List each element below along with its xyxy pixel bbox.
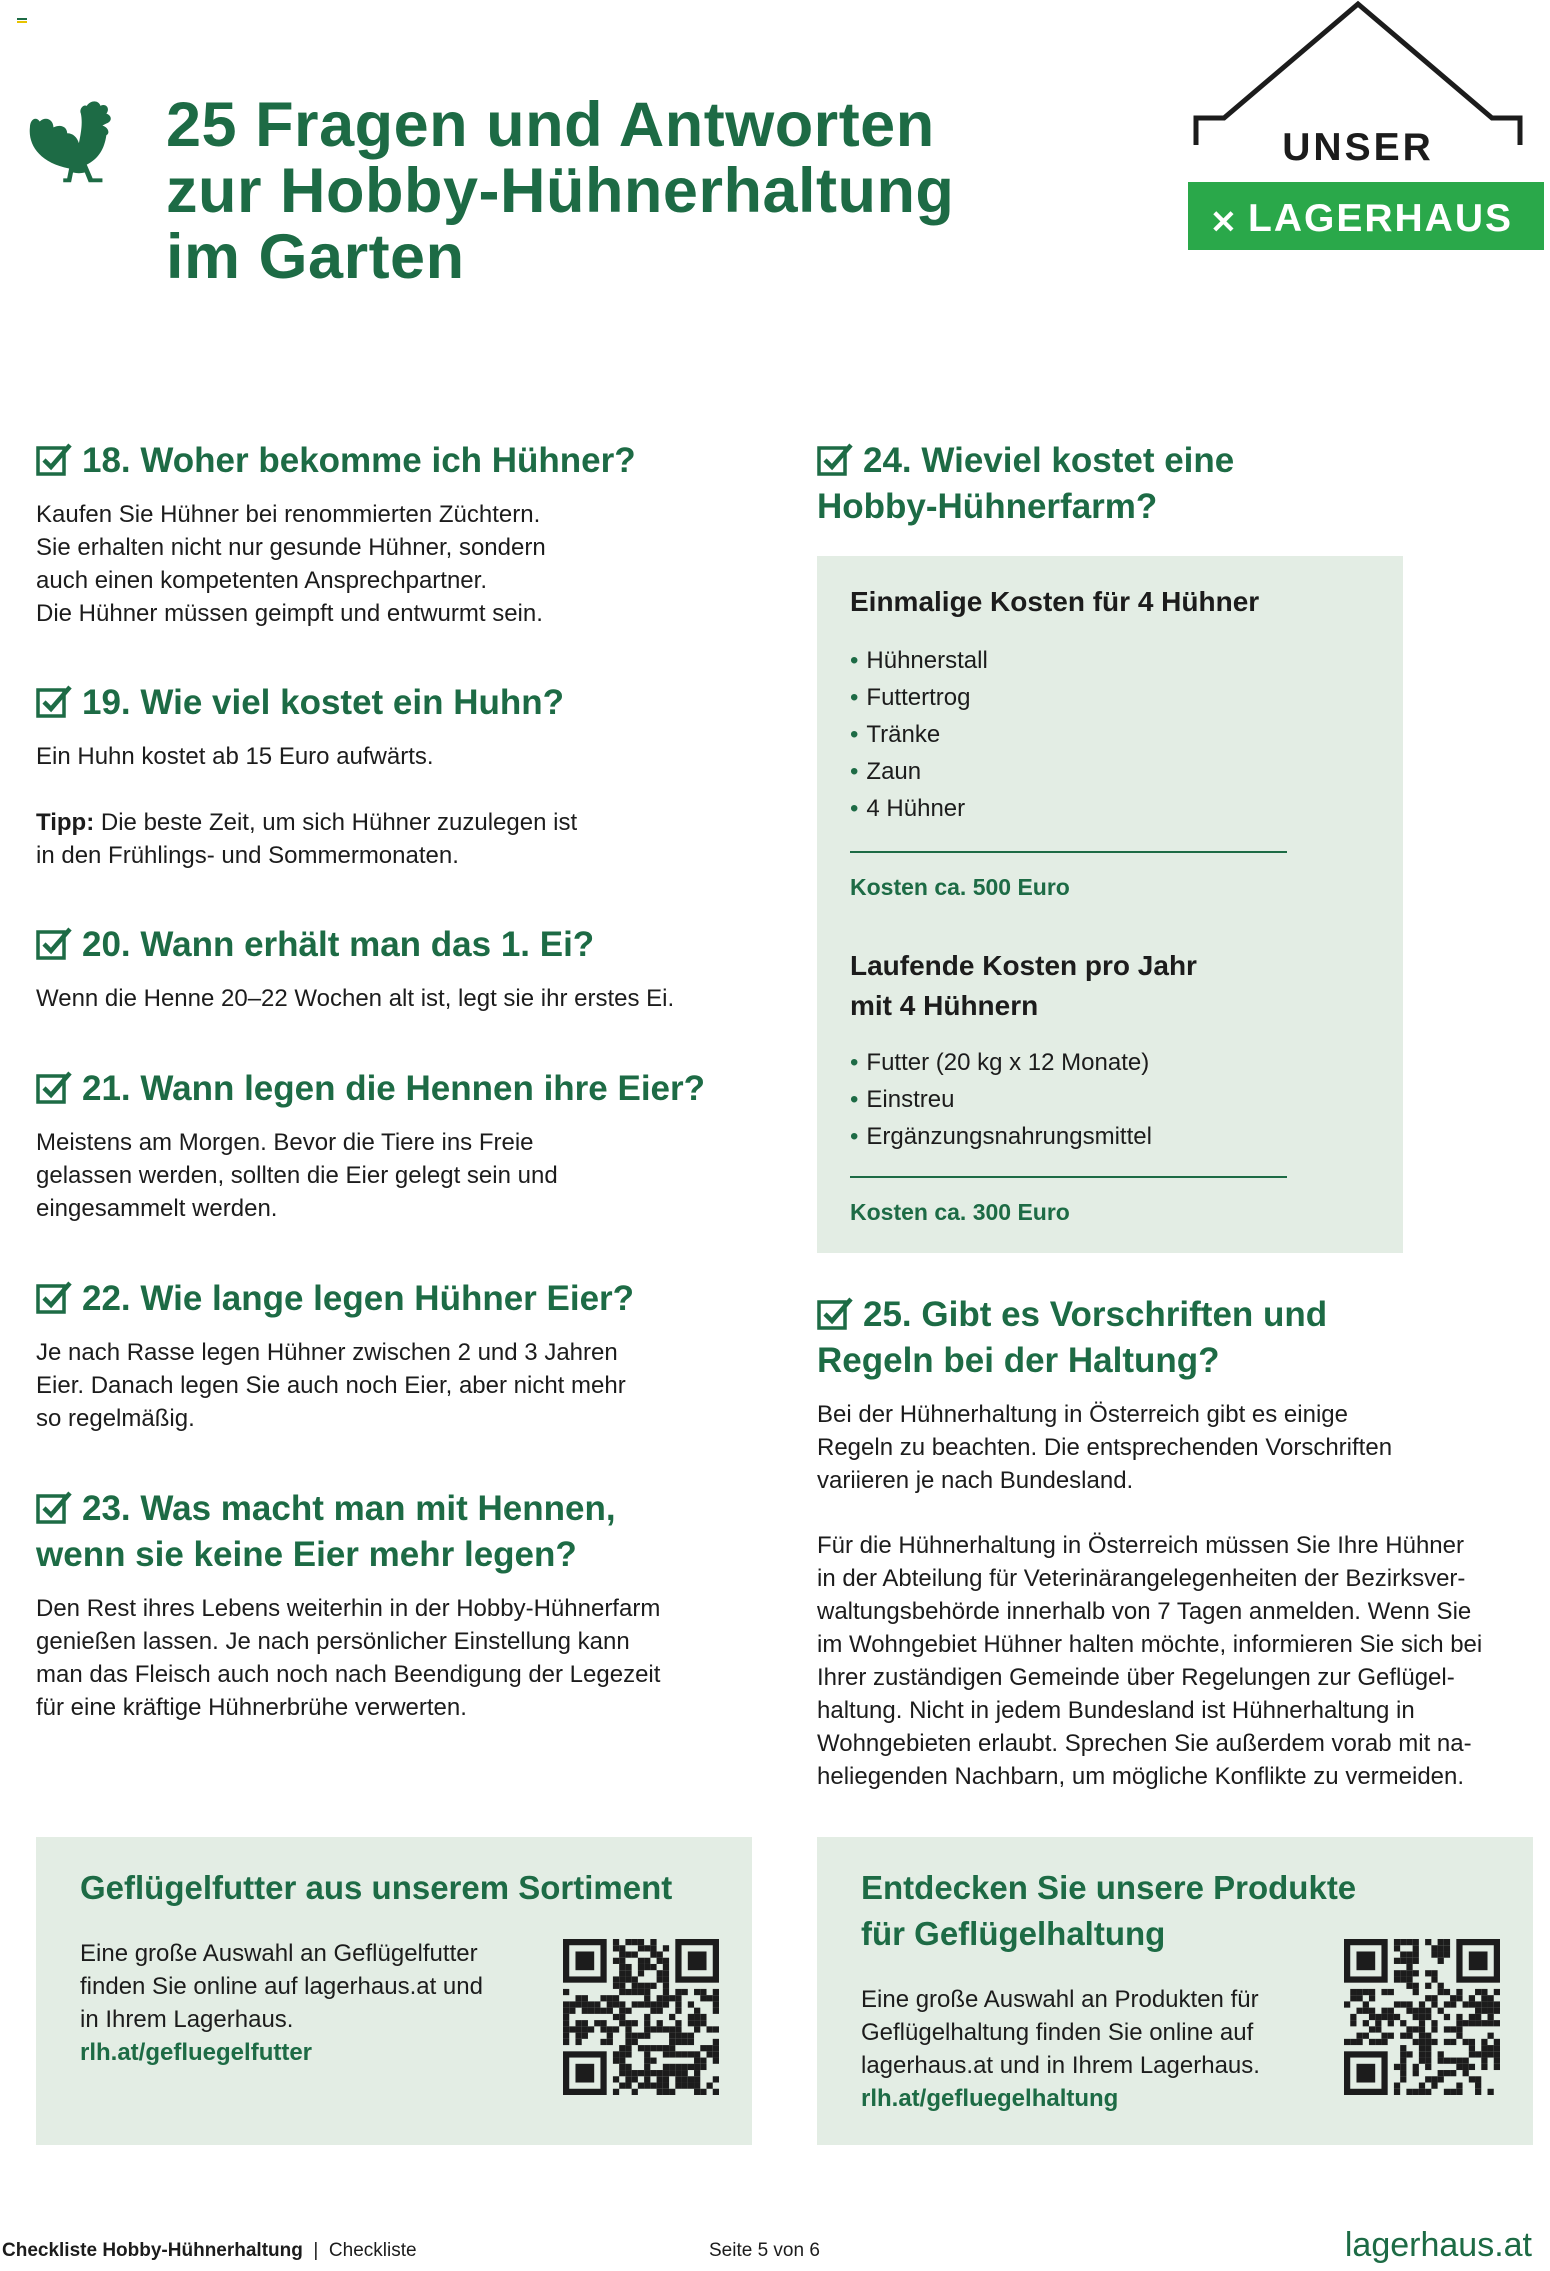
answer-text: Den Rest ihres Lebens weiterhin in der Hobby-Hühnerfarm genießen lassen. Je nach persönlicher Einstellung kann man das Fleisch auch noch nach Beendigung der Legezeit für eine kräftige Hühnerbrühe verwerten. [36, 1595, 661, 1721]
hen-icon [26, 98, 124, 196]
question-title: 20. Wann erhält man das 1. Ei? [82, 925, 595, 964]
question-19 [36, 680, 756, 872]
answer-text: Je nach Rasse legen Hühner zwischen 2 und 3 Jahren Eier. Danach legen Sie auch noch Eier, aber nicht mehr so regelmäßig. [36, 1339, 626, 1432]
footer-domain[interactable]: lagerhaus.at [1344, 2226, 1532, 2264]
promo-title: Entdecken Sie unsere Produkte für Geflügelhaltung [861, 1869, 1357, 1952]
running-costs-heading: Laufende Kosten pro Jahr mit 4 Hühnern [850, 950, 1197, 1021]
list-item: • 4 Hühner [850, 790, 988, 827]
question-title: 23. Was macht man mit Hennen, [82, 1489, 616, 1528]
one-time-costs-list [850, 642, 988, 827]
divider [850, 1176, 1287, 1178]
question-title-line2: Hobby-Hühnerfarm? [817, 487, 1158, 526]
checkbox-check-icon [36, 926, 72, 960]
question-20 [36, 922, 756, 1015]
tip-text: Tipp: Die beste Zeit, um sich Hühner zuzulegen ist in den Frühlings- und Sommermonaten. [36, 809, 578, 869]
checkbox-check-icon [817, 1296, 853, 1330]
promo-text: Eine große Auswahl an Produkten für Geflügelhaltung finden Sie online auf lagerhaus.at und in Ihrem Lagerhaus. [861, 1986, 1260, 2079]
running-costs-list [850, 1044, 1152, 1155]
answer-text: Meistens am Morgen. Bevor die Tiere ins Freie gelassen werden, sollten die Eier gelegt sein und eingesammelt werden. [36, 1129, 558, 1222]
answer-text: Ein Huhn kostet ab 15 Euro aufwärts. [36, 743, 434, 770]
question-title: 24. Wieviel kostet eine [863, 441, 1235, 480]
promo-link[interactable]: rlh.at/gefluegelhaltung [861, 2085, 1119, 2112]
flag-mark-icon [17, 18, 27, 26]
question-24 [817, 438, 1497, 530]
cost-box [817, 556, 1403, 1253]
question-title: 25. Gibt es Vorschriften und [863, 1295, 1328, 1334]
answer-text-2: Für die Hühnerhaltung in Österreich müssen Sie Ihre Hühner in der Abteilung für Veterinärangelegenheiten der Bezirksver- waltungsbehörde innerhalb von 7 Tagen anmelden. Wenn Sie im Wohngebiet Hühner halten möchte, informieren Sie sich bei Ihrer zuständigen Gemeinde über Regelungen zur Geflügel- haltung. Nicht in jedem Bundesland ist Hühnerhaltung in Wohngebieten erlaubt. Sprechen Sie außerdem vorab mit na- heliegenden Nachbarn, um mögliche Konflikte zu vermeiden. [817, 1532, 1483, 1790]
checkbox-check-icon [36, 1070, 72, 1104]
list-item: • Tränke [850, 716, 988, 753]
question-title: 18. Woher bekomme ich Hühner? [82, 441, 636, 480]
svg-text:LAGERHAUS: LAGERHAUS [1248, 197, 1514, 240]
answer-text: Kaufen Sie Hühner bei renommierten Züchtern. Sie erhalten nicht nur gesunde Hühner, sondern auch einen kompetenten Ansprechpartner. Die Hühner müssen geimpft und entwurmt sein. [36, 501, 546, 627]
one-time-costs-total: Kosten ca. 500 Euro [850, 874, 1070, 900]
checkbox-check-icon [817, 442, 853, 476]
page-number: Seite 5 von 6 [709, 2240, 820, 2261]
question-title: 21. Wann legen die Hennen ihre Eier? [82, 1069, 706, 1108]
divider [850, 851, 1287, 853]
question-23 [36, 1486, 756, 1724]
checkbox-check-icon [36, 1490, 72, 1524]
promo-link[interactable]: rlh.at/gefluegelfutter [80, 2039, 313, 2066]
running-costs-total: Kosten ca. 300 Euro [850, 1199, 1070, 1225]
promo-feed [36, 1837, 752, 2145]
promo-title: Geflügelfutter aus unserem Sortiment [80, 1869, 673, 1906]
list-item: • Zaun [850, 753, 988, 790]
list-item: • Hühnerstall [850, 642, 988, 679]
qr-code-icon[interactable] [1344, 1939, 1500, 2095]
checkbox-check-icon [36, 442, 72, 476]
list-item: • Ergänzungsnahrungsmittel [850, 1118, 1152, 1155]
one-time-costs-heading: Einmalige Kosten für 4 Hühner [850, 586, 1260, 617]
question-25 [817, 1292, 1497, 1793]
question-title-line2: wenn sie keine Eier mehr legen? [36, 1535, 577, 1574]
checkbox-check-icon [36, 684, 72, 718]
footer-doc: Checkliste Hobby-Hühnerhaltung | Checkliste [2, 2240, 417, 2261]
lagerhaus-logo [1186, 0, 1550, 252]
question-18 [36, 438, 756, 630]
promo-products [817, 1837, 1533, 2145]
question-title: 22. Wie lange legen Hühner Eier? [82, 1279, 635, 1318]
question-title: 19. Wie viel kostet ein Huhn? [82, 683, 565, 722]
qr-code-icon[interactable] [563, 1939, 719, 2095]
list-item: • Futter (20 kg x 12 Monate) [850, 1044, 1152, 1081]
checkbox-check-icon [36, 1280, 72, 1314]
list-item: • Einstreu [850, 1081, 1152, 1118]
question-21 [36, 1066, 756, 1225]
page-title: 25 Fragen und Antworten zur Hobby-Hühnerhaltung im Garten [166, 90, 955, 292]
question-22 [36, 1276, 756, 1435]
promo-text: Eine große Auswahl an Geflügelfutter finden Sie online auf lagerhaus.at und in Ihrem Lagerhaus. [80, 1940, 483, 2033]
list-item: • Futtertrog [850, 679, 988, 716]
svg-text:UNSER: UNSER [1282, 126, 1434, 169]
svg-text:✕: ✕ [1210, 204, 1237, 240]
question-title-line2: Regeln bei der Haltung? [817, 1341, 1220, 1380]
answer-text: Bei der Hühnerhaltung in Österreich gibt es einige Regeln zu beachten. Die entsprechenden Vorschriften variieren je nach Bundesland. [817, 1401, 1393, 1494]
answer-text: Wenn die Henne 20–22 Wochen alt ist, legt sie ihr erstes Ei. [36, 985, 675, 1012]
